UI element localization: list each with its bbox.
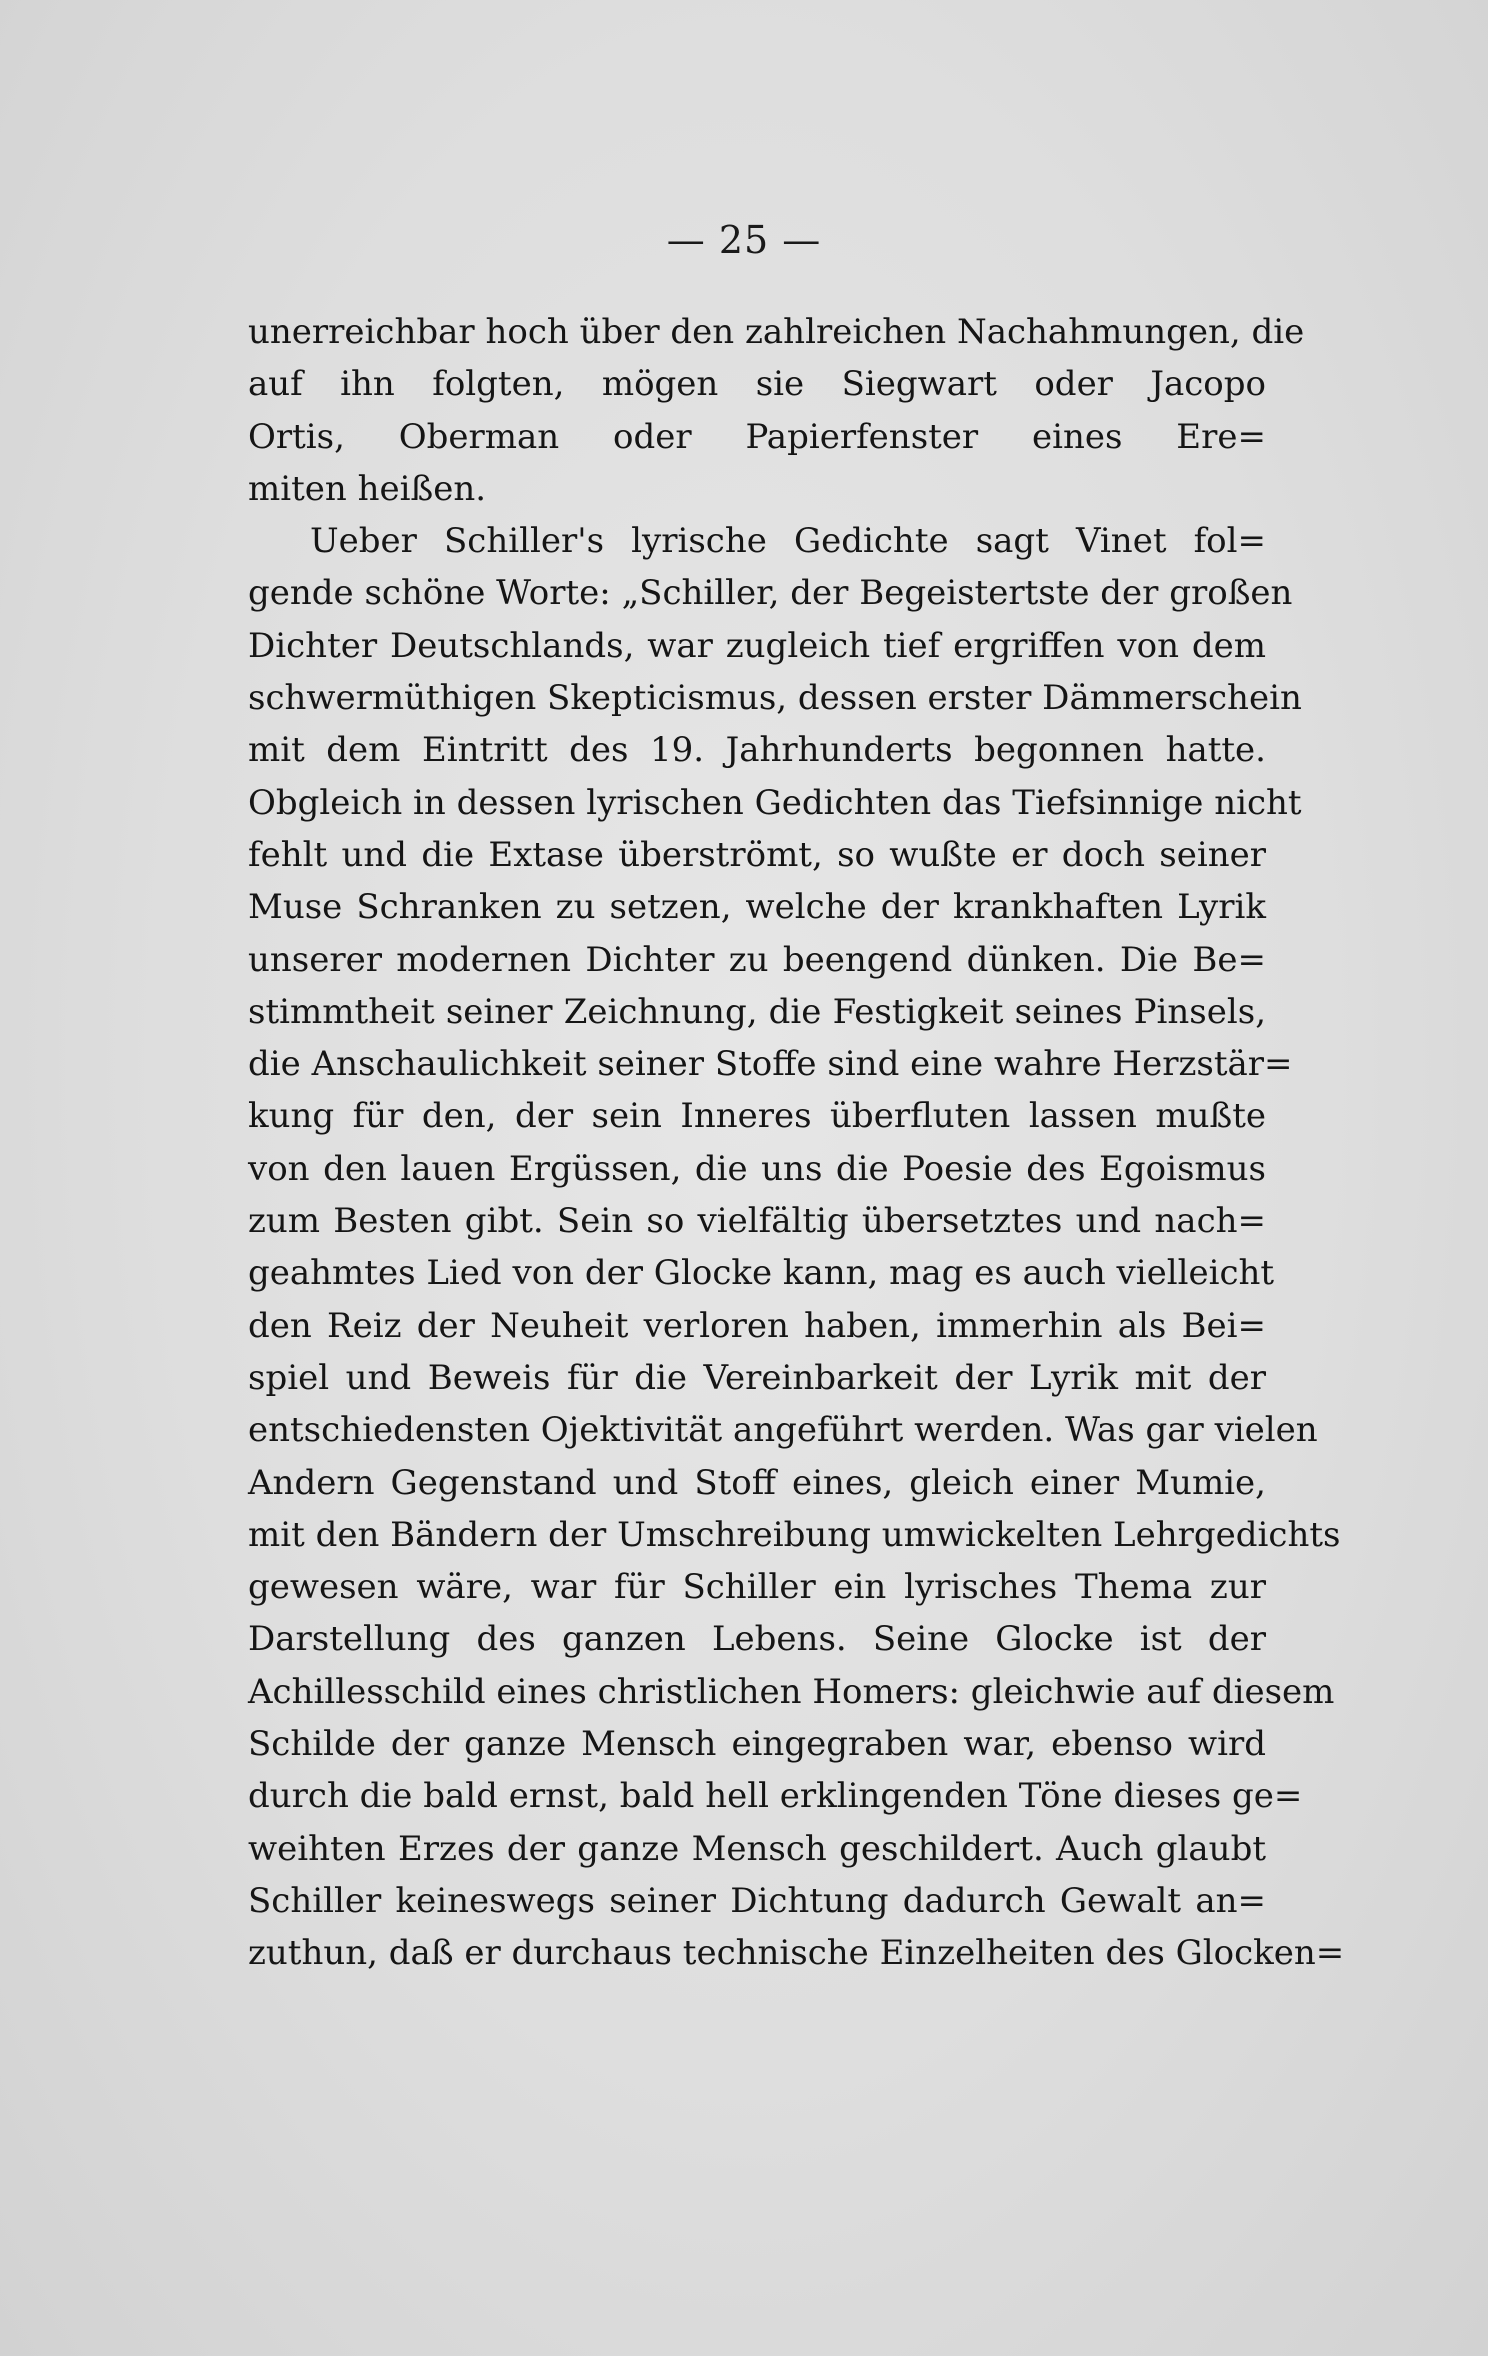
text-line: entschiedensten Ojektivität angeführt werden. Was gar vielen <box>248 1410 1318 1451</box>
text-line: kung für den, der sein Inneres überfluten lassen mußte <box>248 1096 1266 1137</box>
text-line: fehlt und die Extase überströmt, so wußte er doch seiner <box>248 834 1266 875</box>
text-line: gewesen wäre, war für Schiller ein lyrisches Thema zur <box>248 1567 1266 1608</box>
body-text <box>248 306 1345 1980</box>
text-line: Dichter Deutschlands, war zugleich tief ergriffen von dem <box>248 625 1266 666</box>
text-line: Schilde der ganze Mensch eingegraben war, ebenso wird <box>248 1724 1266 1765</box>
text-line: spiel und Beweis für die Vereinbarkeit der Lyrik mit der <box>248 1357 1266 1398</box>
text-line: Darstellung des ganzen Lebens. Seine Glocke ist der <box>248 1619 1266 1660</box>
text-line: gende schöne Worte: „Schiller, der Begeistertste der großen <box>248 573 1293 614</box>
text-line: durch die bald ernst, bald hell erklingenden Töne dieses ge= <box>248 1776 1303 1817</box>
text-line: Muse Schranken zu setzen, welche der krankhaften Lyrik <box>248 887 1266 928</box>
text-line: zum Besten gibt. Sein so vielfältig übersetztes und nach= <box>248 1201 1266 1242</box>
text-line: Andern Gegenstand und Stoff eines, gleich einer Mumie, <box>248 1462 1266 1503</box>
text-line: von den lauen Ergüssen, die uns die Poesie des Egoismus <box>248 1148 1266 1189</box>
text-line: Schiller keineswegs seiner Dichtung dadurch Gewalt an= <box>248 1880 1266 1921</box>
text-line: schwermüthigen Skepticismus, dessen erster Dämmerschein <box>248 678 1302 719</box>
text-line: unerreichbar hoch über den zahlreichen Nachahmungen, die <box>248 312 1305 352</box>
page-number: — 25 — <box>666 218 822 262</box>
text-line: miten heißen. <box>248 468 487 509</box>
text-line: unserer modernen Dichter zu beengend dünken. Die Be= <box>248 939 1266 980</box>
text-line: die Anschaulichkeit seiner Stoffe sind eine wahre Herzstär= <box>248 1044 1293 1085</box>
text-line: mit dem Eintritt des 19. Jahrhunderts begonnen hatte. <box>248 730 1266 771</box>
text-line: weihten Erzes der ganze Mensch geschildert. Auch glaubt <box>248 1828 1266 1869</box>
text-line: stimmtheit seiner Zeichnung, die Festigkeit seines Pinsels, <box>248 991 1266 1032</box>
text-line: auf ihn folgten, mögen sie Siegwart oder Jacopo <box>248 364 1266 405</box>
text-line: Ortis, Oberman oder Papierfenster eines Ere= <box>248 416 1266 457</box>
text-line: Ueber Schiller's lyrische Gedichte sagt Vinet fol= <box>310 521 1266 562</box>
text-line: Achillesschild eines christlichen Homers: gleichwie auf diesem <box>248 1671 1335 1712</box>
text-line: mit den Bändern der Umschreibung umwickelten Lehrgedichts <box>248 1514 1341 1555</box>
text-line: den Reiz der Neuheit verloren haben, immerhin als Bei= <box>248 1305 1266 1346</box>
text-line: zuthun, daß er durchaus technische Einzelheiten des Glocken= <box>248 1933 1345 1974</box>
text-line: Obgleich in dessen lyrischen Gedichten das Tiefsinnige nicht <box>248 782 1302 823</box>
text-line: geahmtes Lied von der Glocke kann, mag es auch vielleicht <box>248 1253 1275 1294</box>
